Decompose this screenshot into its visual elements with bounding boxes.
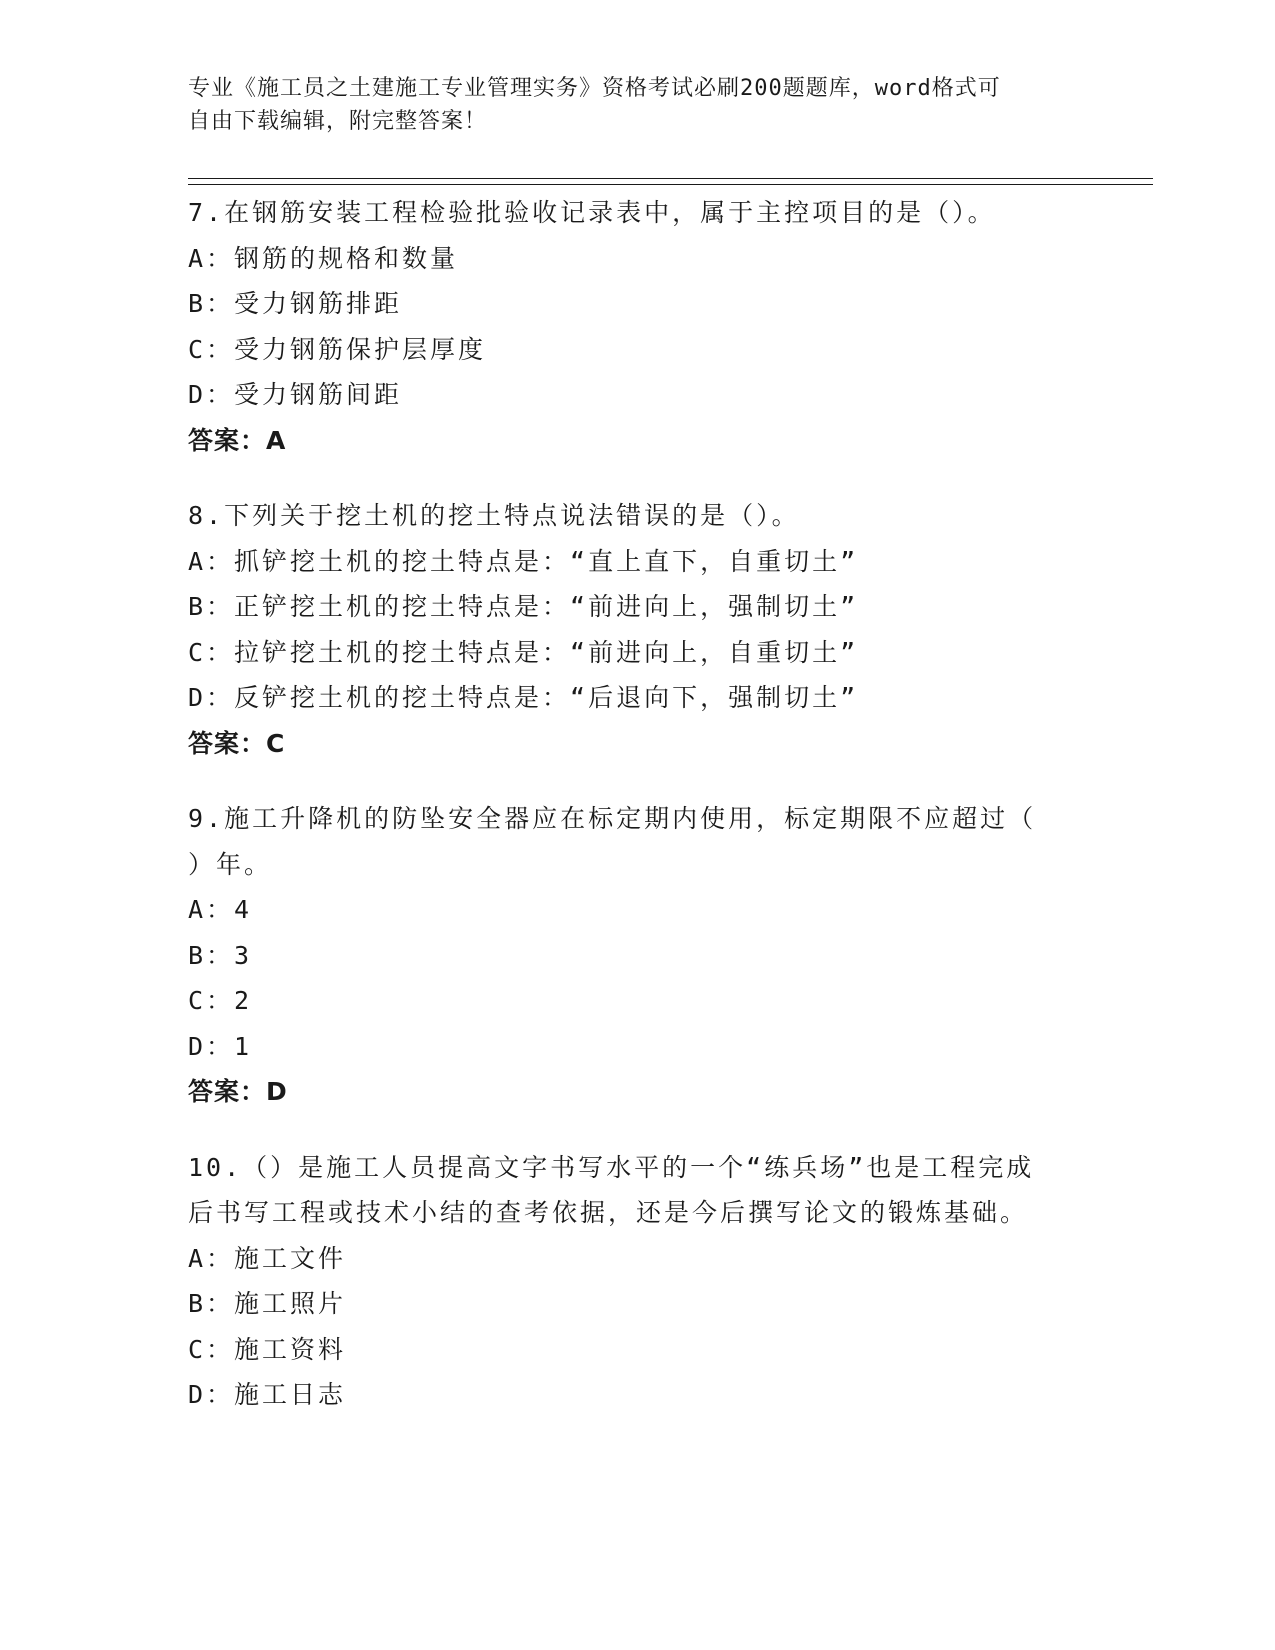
option-a: A：抓铲挖土机的挖土特点是：“直上直下，自重切土”: [188, 546, 859, 576]
question-stem-line-1: 9.施工升降机的防坠安全器应在标定期内使用，标定期限不应超过（: [188, 804, 1037, 833]
question-10: [188, 1145, 1108, 1418]
option-d: D：1: [188, 1031, 253, 1061]
option-b: B：施工照片: [188, 1289, 347, 1318]
option-b: B：3: [188, 940, 253, 970]
option-b: B：正铲挖土机的挖土特点是：“前进向上，强制切土”: [188, 592, 859, 621]
option-c: C：拉铲挖土机的挖土特点是：“前进向上，自重切土”: [188, 637, 859, 667]
header-line-2: 自由下载编辑，附完整答案！: [188, 109, 488, 134]
option-d: D：受力钢筋间距: [188, 380, 403, 409]
document-header: [188, 72, 1068, 138]
option-b: B：受力钢筋排距: [188, 289, 403, 318]
option-a: A：钢筋的规格和数量: [188, 243, 459, 273]
question-list: [188, 190, 1108, 1448]
answer-line: 答案：D: [188, 1077, 288, 1106]
answer-line: 答案：C: [188, 728, 286, 758]
option-c: C：施工资料: [188, 1334, 347, 1364]
header-line-1: 专业《施工员之土建施工专业管理实务》资格考试必刷200题题库，word格式可: [188, 76, 1001, 101]
question-8: [188, 493, 1108, 766]
question-9: [188, 796, 1108, 1115]
question-stem: 7.在钢筋安装工程检验批验收记录表中，属于主控项目的是（）。: [188, 198, 996, 227]
option-d: D：施工日志: [188, 1380, 347, 1409]
question-7: [188, 190, 1108, 463]
option-a: A：4: [188, 895, 253, 924]
question-stem-line-1: 10.（）是施工人员提高文字书写水平的一个“练兵场”也是工程完成: [188, 1152, 1035, 1182]
question-stem-line-2: ）年。: [188, 849, 273, 879]
option-c: C：受力钢筋保护层厚度: [188, 334, 487, 364]
option-d: D：反铲挖土机的挖土特点是：“后退向下，强制切土”: [188, 683, 859, 712]
question-stem-line-2: 后书写工程或技术小结的查考依据，还是今后撰写论文的锻炼基础。: [188, 1198, 1029, 1227]
answer-line: 答案：A: [188, 425, 287, 455]
option-a: A：施工文件: [188, 1243, 347, 1273]
option-c: C：2: [188, 986, 253, 1015]
question-stem: 8.下列关于挖土机的挖土特点说法错误的是（）。: [188, 501, 800, 530]
header-divider: [188, 178, 1153, 185]
